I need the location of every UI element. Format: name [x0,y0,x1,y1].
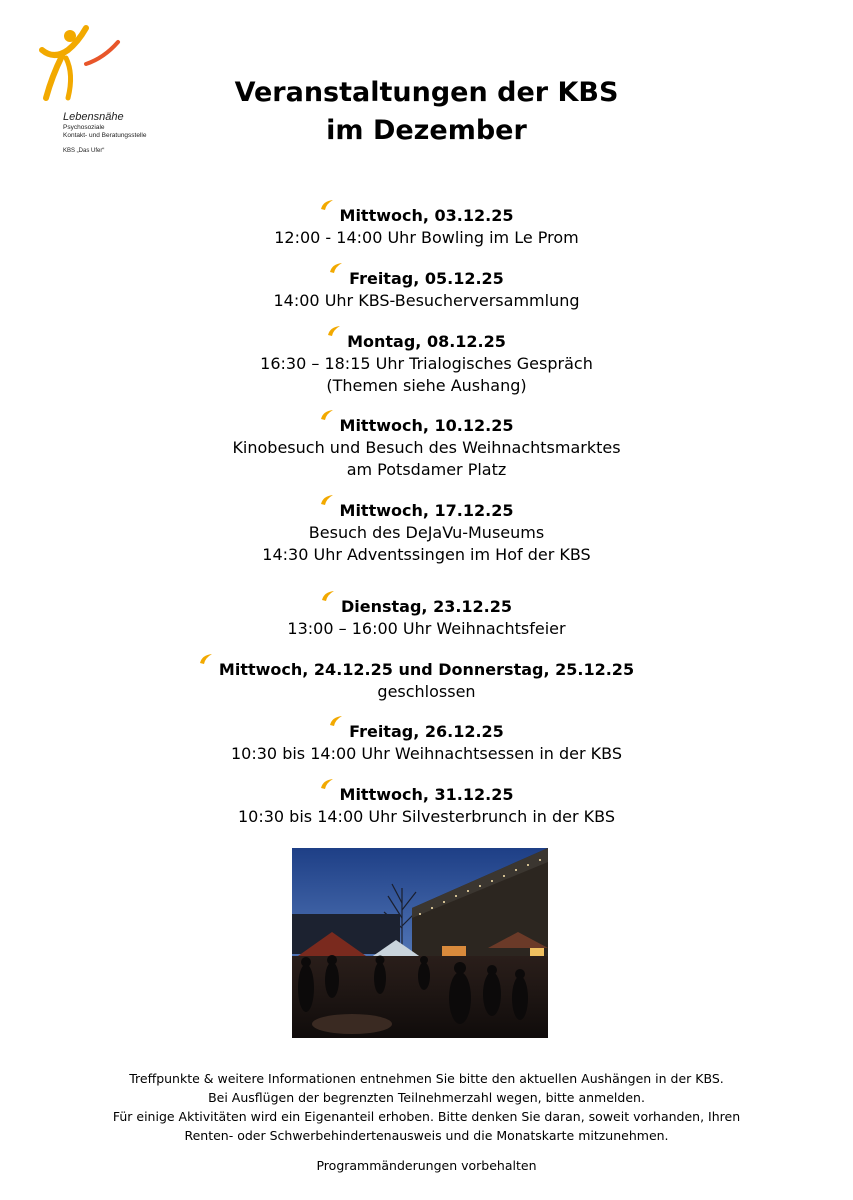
event-item [0,784,853,828]
event-date [347,331,506,353]
event-date [349,721,504,743]
logo-name: Lebensnähe [63,111,124,123]
footer-note: Programmänderungen vorbehalten [316,1158,537,1173]
event-date [340,205,514,227]
event-description: 14:00 Uhr KBS-Besucherversammlung [273,291,580,310]
event-date-text: Mittwoch, 10.12.25 [339,416,514,435]
page-title [0,74,853,150]
swoosh-icon [320,409,334,421]
logo-subtitle-line: Psychosoziale [63,124,105,131]
swoosh-icon [327,325,341,337]
event-date [340,415,514,437]
christmas-courtyard-photo [292,848,548,1038]
page-title-line: Veranstaltungen der KBS [234,77,619,108]
footer-line: Treffpunkte & weitere Informationen entnehmen Sie bitte den aktuellen Aushängen in der KBS. [129,1071,724,1086]
logo-organisation: KBS „Das Ufer“ [63,148,105,154]
event-description: am Potsdamer Platz [346,460,507,479]
event-date-text: Freitag, 26.12.25 [349,722,504,741]
event-description: 12:00 - 14:00 Uhr Bowling im Le Prom [274,228,579,247]
footer-line: Renten- oder Schwerbehindertenausweis und die Monatskarte mitzunehmen. [184,1128,669,1143]
event-date-text: Dienstag, 23.12.25 [340,597,513,616]
swoosh-icon [320,494,334,506]
event-date [219,659,634,681]
event-description: geschlossen [377,682,476,701]
event-item [0,331,853,397]
footer-info [0,1069,853,1145]
event-description: Kinobesuch und Besuch des Weihnachtsmarktes [232,438,621,457]
swoosh-icon [321,590,335,602]
event-description: 10:30 bis 14:00 Uhr Weihnachtsessen in der KBS [231,744,622,763]
event-date-text: Montag, 08.12.25 [347,332,506,351]
footer-line: Für einige Aktivitäten wird ein Eigenanteil erhoben. Bitte denken Sie daran, soweit vorhanden, Ihren [112,1109,741,1124]
event-date-text: Mittwoch, 03.12.25 [339,206,514,225]
event-date [349,268,504,290]
event-item [0,721,853,765]
swoosh-icon [329,715,343,727]
event-description: (Themen siehe Aushang) [326,376,527,395]
event-item [0,500,853,566]
event-date-text: Mittwoch, 31.12.25 [339,785,514,804]
footer-line: Bei Ausflügen der begrenzten Teilnehmerzahl wegen, bitte anmelden. [208,1090,645,1105]
event-item [0,659,853,703]
logo-subtitle-line: Kontakt- und Beratungsstelle [63,132,147,139]
swoosh-icon [329,262,343,274]
event-description: Besuch des DeJaVu-Museums [308,523,545,542]
event-date-text: Freitag, 05.12.25 [349,269,504,288]
event-date [340,784,514,806]
event-date [341,596,512,618]
page-title-line: im Dezember [326,115,527,146]
event-description: 14:30 Uhr Adventssingen im Hof der KBS [262,545,591,564]
event-date [340,500,514,522]
event-description: 13:00 – 16:00 Uhr Weihnachtsfeier [287,619,566,638]
event-date-text: Mittwoch, 17.12.25 [339,501,514,520]
event-description: 10:30 bis 14:00 Uhr Silvesterbrunch in der KBS [237,807,616,826]
swoosh-icon [320,199,334,211]
event-item [0,415,853,481]
event-item [0,596,853,640]
event-item [0,268,853,312]
event-description: 16:30 – 18:15 Uhr Trialogisches Gespräch [260,354,593,373]
swoosh-icon [199,653,213,665]
event-item [0,205,853,249]
swoosh-icon [320,778,334,790]
event-date-text: Mittwoch, 24.12.25 und Donnerstag, 25.12.25 [218,660,635,679]
